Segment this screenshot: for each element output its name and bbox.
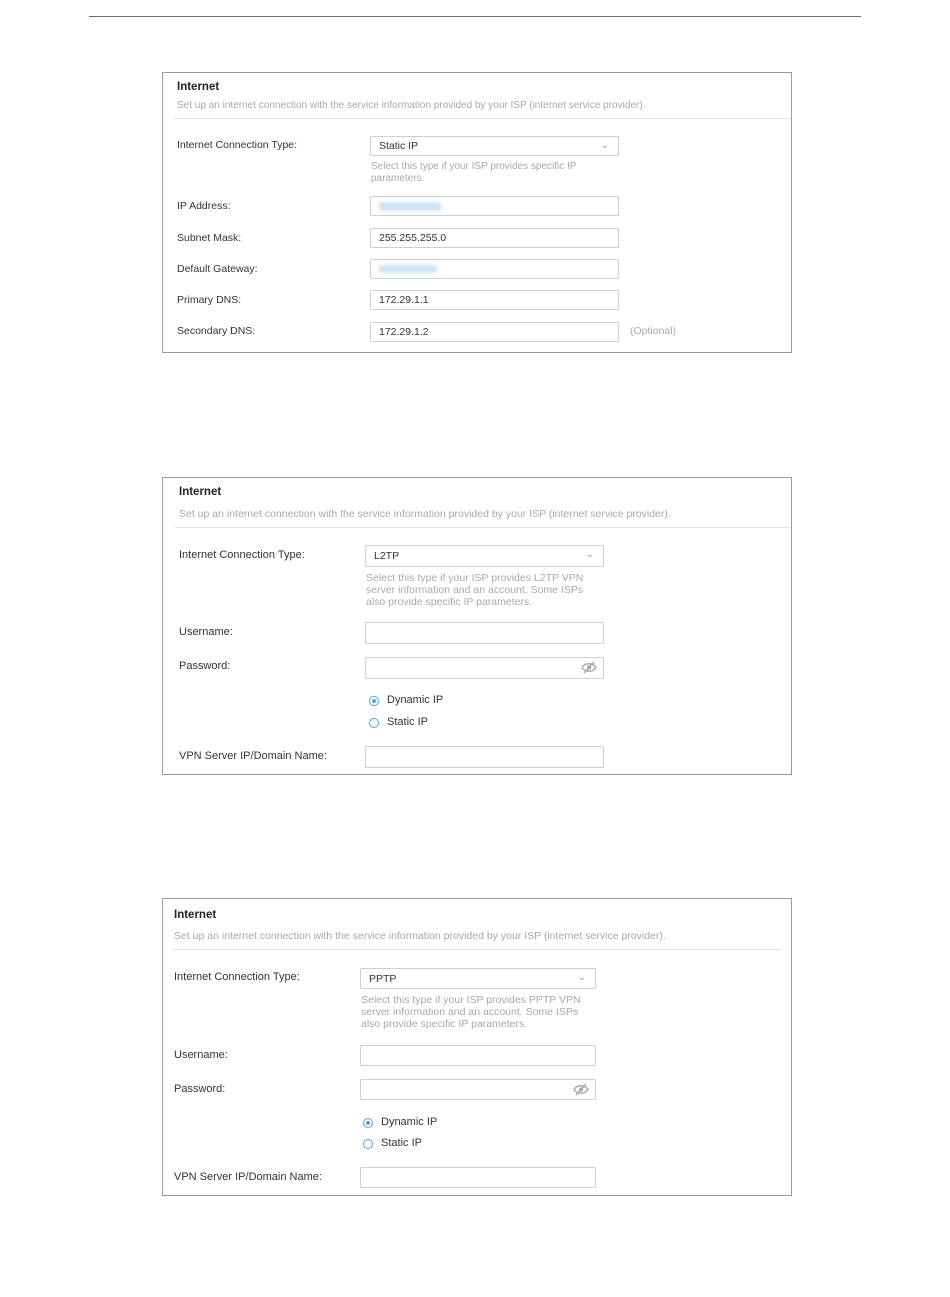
page-header-rule	[89, 16, 861, 17]
default-gateway-input[interactable]	[370, 259, 619, 279]
panel-title: Internet	[179, 486, 222, 498]
vpn-server-input[interactable]	[365, 746, 604, 768]
vpn-server-label: VPN Server IP/Domain Name:	[179, 750, 327, 762]
static-ip-radio[interactable]	[369, 718, 379, 728]
primary-dns-input[interactable]	[370, 290, 619, 310]
password-input[interactable]	[365, 657, 604, 679]
username-label: Username:	[179, 626, 233, 638]
panel-divider	[173, 949, 781, 950]
subnet-mask-input[interactable]	[370, 228, 619, 248]
password-input[interactable]	[360, 1079, 596, 1100]
password-label: Password:	[174, 1083, 226, 1095]
ip-address-input[interactable]	[370, 196, 619, 216]
dynamic-ip-radio[interactable]	[363, 1118, 373, 1128]
connection-type-value: PPTP	[369, 973, 397, 985]
panel-description: Set up an internet connection with the service information provided by your ISP (internet service provider).	[177, 100, 646, 111]
connection-type-help: Select this type if your ISP provides specific IP parameters.	[371, 161, 577, 184]
dynamic-ip-label: Dynamic IP	[387, 694, 444, 706]
panel-title: Internet	[177, 81, 220, 93]
connection-type-label: Internet Connection Type:	[177, 139, 298, 151]
static-ip-label: Static IP	[387, 716, 428, 728]
secondary-dns-value: 172.29.1.2	[379, 326, 429, 338]
password-label: Password:	[179, 660, 231, 672]
chevron-down-icon: ⌄	[600, 140, 609, 151]
chevron-down-icon: ⌄	[577, 972, 586, 983]
username-input[interactable]	[365, 622, 604, 644]
eye-off-icon[interactable]	[581, 661, 597, 674]
connection-type-select[interactable]	[360, 968, 596, 989]
default-gateway-label: Default Gateway:	[177, 263, 258, 275]
ip-address-label: IP Address:	[177, 200, 231, 212]
vpn-server-label: VPN Server IP/Domain Name:	[174, 1171, 322, 1183]
connection-type-value: Static IP	[379, 140, 419, 152]
panel-title: Internet	[174, 909, 217, 921]
internet-panel-pptp	[162, 898, 792, 1196]
secondary-dns-label: Secondary DNS:	[177, 325, 256, 337]
chevron-down-icon: ⌄	[585, 549, 594, 560]
username-label: Username:	[174, 1049, 228, 1061]
internet-panel-static-ip	[162, 72, 792, 353]
connection-type-select[interactable]	[365, 545, 604, 567]
dynamic-ip-label: Dynamic IP	[381, 1116, 438, 1128]
internet-panel-l2tp	[162, 477, 792, 775]
eye-off-icon[interactable]	[573, 1083, 589, 1096]
primary-dns-label: Primary DNS:	[177, 294, 242, 306]
username-input[interactable]	[360, 1045, 596, 1066]
panel-divider	[173, 118, 791, 119]
secondary-dns-input[interactable]	[370, 322, 619, 342]
panel-description: Set up an internet connection with the service information provided by your ISP (internet service provider).	[174, 930, 666, 942]
static-ip-radio[interactable]	[363, 1139, 373, 1149]
connection-type-help: Select this type if your ISP provides PPTP VPN server information and an account. Some ISPs also provide specific IP parameters.	[361, 994, 581, 1030]
connection-type-help: Select this type if your ISP provides L2TP VPN server information and an account. Some ISPs also provide specific IP parameters.	[366, 572, 584, 608]
connection-type-label: Internet Connection Type:	[179, 549, 305, 561]
connection-type-value: L2TP	[374, 550, 400, 562]
vpn-server-input[interactable]	[360, 1167, 596, 1188]
subnet-mask-label: Subnet Mask:	[177, 232, 242, 244]
subnet-mask-value: 255.255.255.0	[379, 232, 447, 244]
connection-type-label: Internet Connection Type:	[174, 971, 300, 983]
connection-type-select[interactable]	[370, 136, 619, 156]
panel-divider	[175, 527, 791, 528]
redacted-value	[379, 265, 437, 273]
panel-description: Set up an internet connection with the service information provided by your ISP (internet service provider).	[179, 508, 671, 520]
redacted-value	[379, 202, 441, 211]
optional-note: (Optional)	[630, 325, 677, 337]
primary-dns-value: 172.29.1.1	[379, 294, 429, 306]
dynamic-ip-radio[interactable]	[369, 696, 379, 706]
static-ip-label: Static IP	[381, 1137, 422, 1149]
